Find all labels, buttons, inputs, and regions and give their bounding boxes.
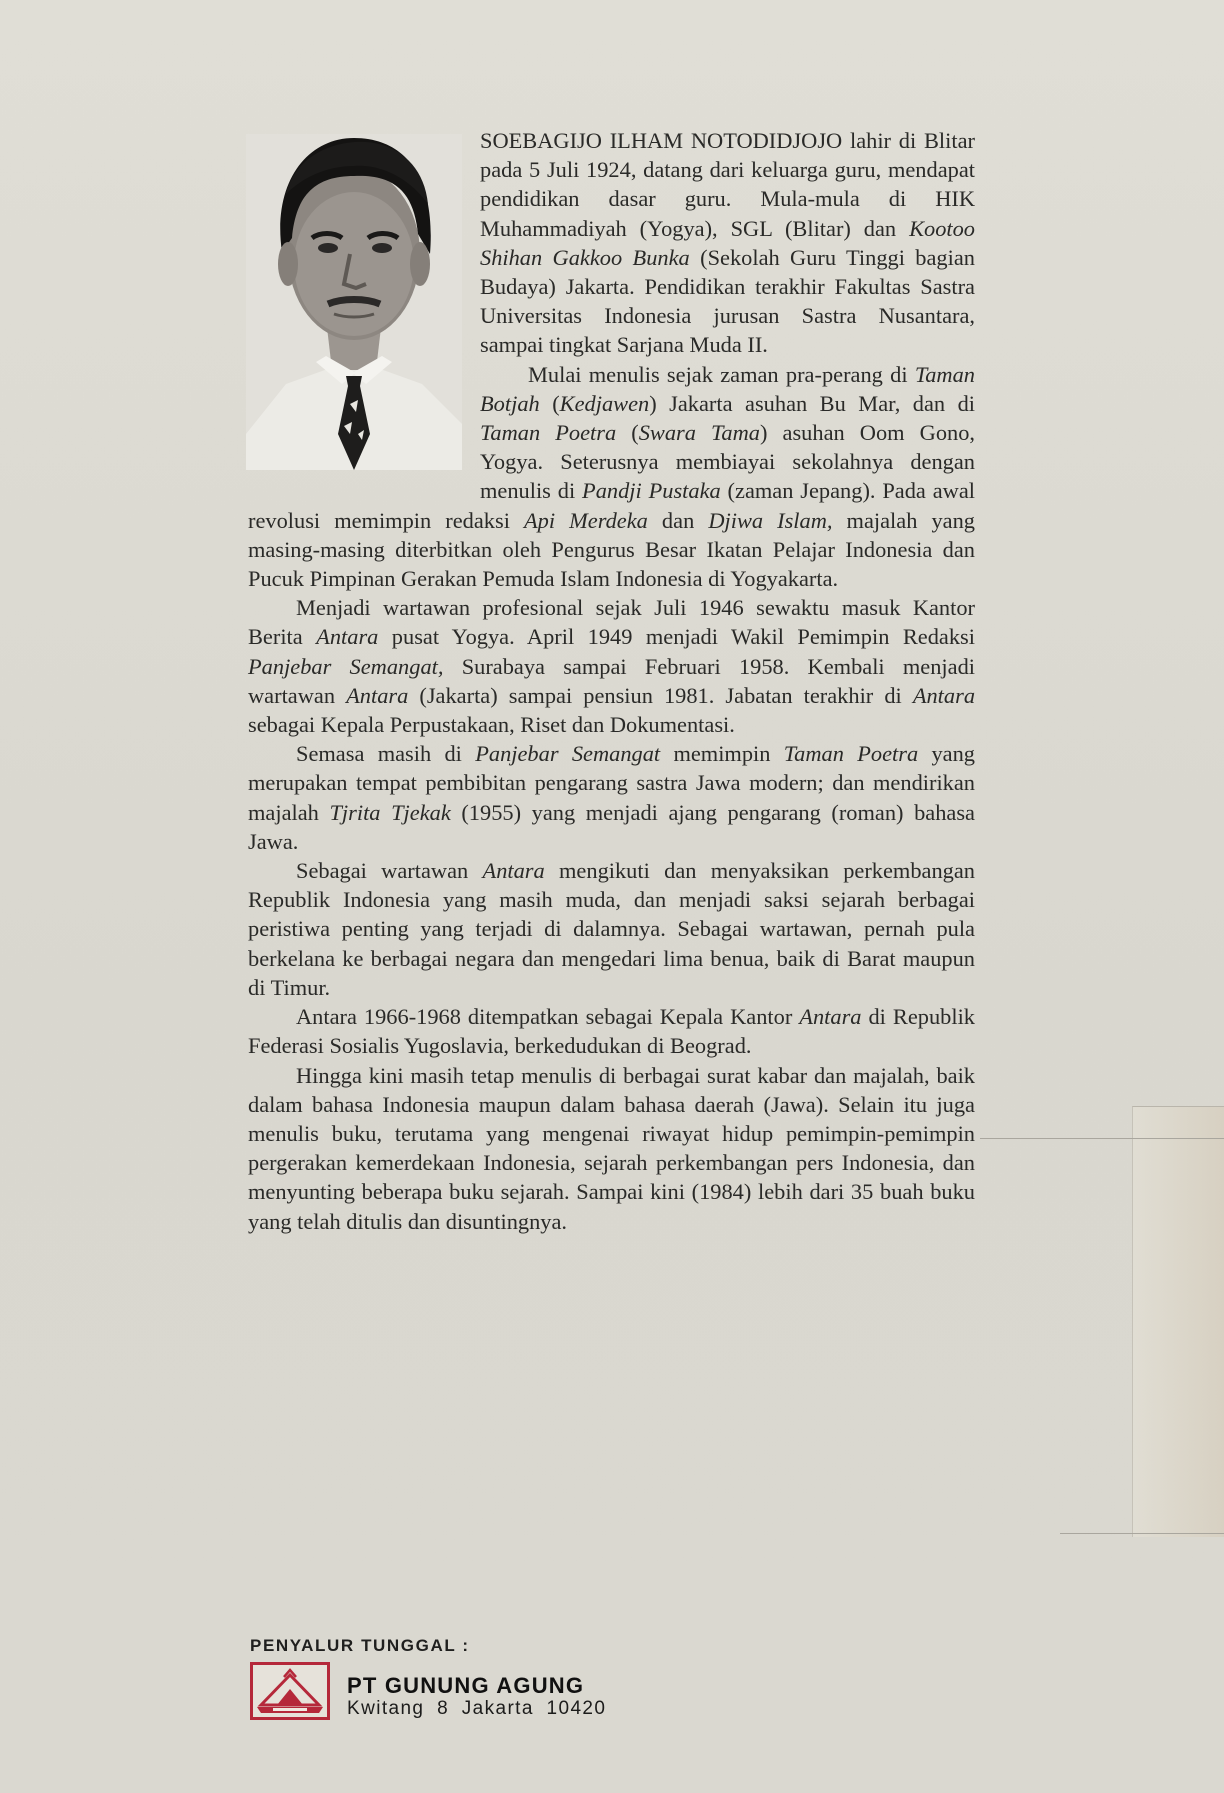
author-biography [248,126,975,1236]
text-run: yang merupakan tempat pembibitan pengarang sastra Jawa modern; dan mendirikan majalah [248,741,975,825]
text-run: (Sekolah Guru Tinggi bagian Budaya) Jakarta. Pendidikan terakhir Fakultas Sastra Universitas Indonesia jurusan Sastra Nusantara, sampai tingkat Sarjana Muda II. [480,244,975,358]
italic-title: Antara [912,682,976,708]
text-run: (Jakarta) sampai pensiun 1981. Jabatan terakhir di [408,682,913,708]
italic-title: Swara Tama [638,420,760,446]
text-run: Antara 1966-1968 ditempatkan sebagai Kepala Kantor [296,1004,800,1030]
text-run: (1955) yang menjadi ajang pengarang (roman) bahasa Jawa. [248,799,975,854]
text-run: di Republik Federasi Sosialis Yugoslavia, berkedudukan di Beograd. [248,1004,975,1059]
italic-title: Taman Poetra [480,420,617,446]
text-run: majalah yang masing-masing diterbitkan oleh Pengurus Besar Ikatan Pelajar Indonesia dan Pucuk Pimpinan Gerakan Pemuda Islam Indonesia di Yogyakarta. [248,507,975,592]
text-run: Menjadi wartawan profesional sejak Juli 1946 sewaktu masuk Kantor Berita [248,595,975,650]
text-run: sebagai Kepala Perpustakaan, Riset dan Dokumentasi. [248,712,735,738]
tape-residue [1132,1106,1224,1537]
text-run: Mulai menulis sejak zaman pra-perang di [528,361,915,387]
tape-edge-line [980,1138,1224,1139]
bio-paragraph [248,593,975,739]
italic-title: Panjebar Semangat, [248,653,444,679]
text-run: ) asuhan Oom Gono, Yogya. Seterusnya membiayai sekolahnya dengan menulis di [480,420,975,504]
italic-title: Taman Botjah [480,361,975,416]
italic-title: Taman Poetra [783,741,919,767]
mountain-logo-icon [250,1662,330,1720]
bio-paragraph [248,739,975,856]
italic-title: Antara [482,858,545,884]
italic-title: Tjrita Tjekak [329,799,451,825]
text-run: Hingga kini masih tetap menulis di berbagai surat kabar dan majalah, baik dalam bahasa Indonesia maupun dalam bahasa daerah (Jawa). Selain itu juga menulis buku, terutama yang mengenai riwayat hidup pemimpin-pemimpin pergerakan kemerdekaan Indonesia, sejarah perkembangan pers Indonesia, dan menyunting beberapa buku sejarah. Sampai kini (1984) lebih dari 35 buah buku yang telah ditulis dan disuntingnya. [248,1062,975,1234]
text-run: dan [647,507,709,533]
text-run: ( [616,420,639,446]
text-run: mengikuti dan menyaksikan perkembangan Republik Indonesia yang masih muda, dan menjadi saksi sejarah berbagai peristiwa penting yang terjadi di dalamnya. Sebagai wartawan, pernah pula berkelana ke berbagai negara dan mengedari lima benua, baik di Barat maupun di Timur. [248,858,975,1000]
bio-paragraph [248,856,975,1002]
text-run: Surabaya sampai Februari 1958. Kembali menjadi wartawan [248,653,975,708]
italic-title: Api Merdeka [523,507,648,533]
tape-edge-line [1060,1533,1224,1534]
italic-title: Kedjawen [559,390,650,416]
italic-title: Panjebar Semangat [475,741,661,767]
bio-paragraph [248,1002,975,1060]
text-run: ( [539,390,560,416]
company-name: PT GUNUNG AGUNG [347,1673,585,1698]
italic-title: Antara [346,682,409,708]
italic-title: Antara [316,624,379,650]
text-run: (zaman Jepang). Pada awal revolusi memimpin redaksi [248,478,975,533]
text-run: memimpin [660,741,784,767]
italic-title: Djiwa Islam, [708,507,833,533]
italic-title: Kootoo Shihan Gakkoo Bunka [480,215,975,270]
italic-title: Antara [799,1004,862,1030]
text-run: Semasa masih di [296,741,476,767]
text-run: SOEBAGIJO ILHAM NOTODIDJOJO lahir di Blitar pada 5 Juli 1924, datang dari keluarga guru, mendapat pendidikan dasar guru. Mula-mula di HIK Muhammadiyah (Yogya), SGL (Blitar) dan [480,128,975,241]
company-address: Kwitang 8 Jakarta 10420 [347,1698,607,1719]
italic-title: Pandji Pustaka [582,478,721,504]
text-run: ) Jakarta asuhan Bu Mar, dan di [649,390,975,416]
text-run: pusat Yogya. April 1949 menjadi Wakil Pemimpin Redaksi [378,624,975,650]
distributor-label: PENYALUR TUNGGAL : [250,1636,470,1655]
bio-paragraph [248,1061,975,1236]
text-run: Sebagai wartawan [296,858,483,884]
